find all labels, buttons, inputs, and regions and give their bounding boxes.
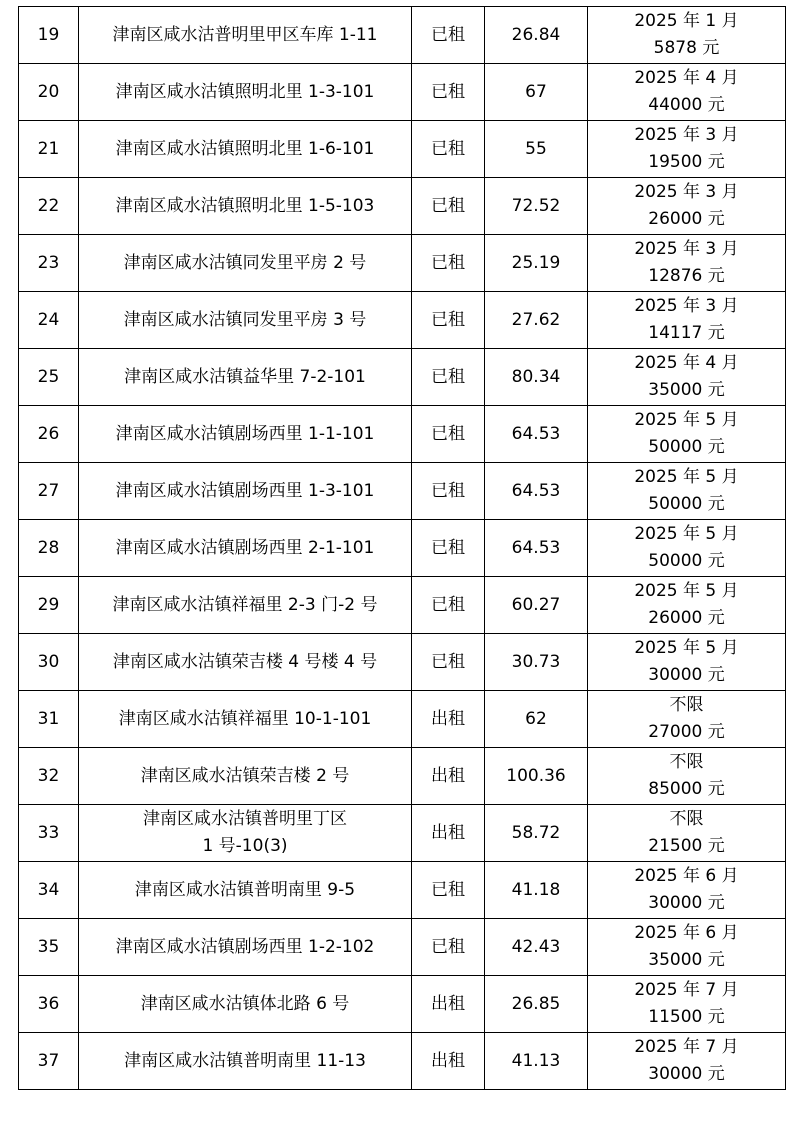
term-cell [588, 976, 786, 1033]
term-date: 2025 年 3 月 [634, 239, 739, 259]
address-cell [79, 64, 412, 121]
area-value: 58.72 [511, 822, 561, 843]
term-date: 2025 年 5 月 [634, 410, 739, 430]
term-cell [588, 349, 786, 406]
status-cell [412, 919, 485, 976]
row-number-cell [19, 64, 79, 121]
term-price: 21500 元 [648, 836, 725, 856]
term-date: 2025 年 3 月 [634, 182, 739, 202]
term-price: 11500 元 [648, 1007, 725, 1027]
rental-status: 出租 [431, 708, 465, 729]
address-cell [79, 1033, 412, 1090]
address-line: 津南区咸水沽镇同发里平房 3 号 [123, 309, 367, 330]
address-line: 津南区咸水沽镇剧场西里 2-1-101 [115, 537, 375, 558]
term-cell [588, 7, 786, 64]
rental-status: 已租 [431, 594, 465, 615]
address-line: 津南区咸水沽镇照明北里 1-3-101 [115, 81, 375, 102]
address-cell [79, 235, 412, 292]
area-cell [485, 178, 588, 235]
term-cell [588, 691, 786, 748]
row-number-cell [19, 349, 79, 406]
area-cell [485, 292, 588, 349]
table-row [19, 235, 786, 292]
term-cell [588, 862, 786, 919]
row-number-cell [19, 805, 79, 862]
address-cell [79, 349, 412, 406]
rental-status: 已租 [431, 366, 465, 387]
rental-status: 已租 [431, 81, 465, 102]
address-line: 津南区咸水沽镇普明里丁区 [143, 809, 347, 829]
status-cell [412, 520, 485, 577]
term-cell [588, 634, 786, 691]
term-price: 44000 元 [648, 95, 725, 115]
area-value: 55 [525, 138, 547, 159]
address-line: 津南区咸水沽镇体北路 6 号 [140, 993, 350, 1014]
rental-status: 已租 [431, 936, 465, 957]
rental-status: 出租 [431, 822, 465, 843]
status-cell [412, 976, 485, 1033]
row-number-cell [19, 976, 79, 1033]
row-number: 28 [37, 537, 60, 558]
area-value: 30.73 [511, 651, 561, 672]
row-number-cell [19, 577, 79, 634]
term-date: 不限 [669, 752, 704, 772]
row-number: 19 [37, 24, 60, 45]
address-line: 1 号-10(3) [202, 836, 288, 856]
area-cell [485, 235, 588, 292]
term-price: 14117 元 [648, 323, 725, 343]
term-date: 2025 年 5 月 [634, 581, 739, 601]
table-row [19, 748, 786, 805]
area-cell [485, 121, 588, 178]
row-number-cell [19, 292, 79, 349]
row-number: 32 [37, 765, 60, 786]
term-cell [588, 463, 786, 520]
address-cell [79, 691, 412, 748]
rental-status: 已租 [431, 138, 465, 159]
address-line: 津南区咸水沽镇益华里 7-2-101 [124, 366, 366, 387]
row-number: 20 [37, 81, 60, 102]
area-cell [485, 691, 588, 748]
area-value: 60.27 [511, 594, 561, 615]
area-value: 64.53 [511, 537, 561, 558]
row-number: 30 [37, 651, 60, 672]
term-date: 不限 [669, 695, 704, 715]
term-date: 不限 [669, 809, 704, 829]
property-table-body [19, 7, 786, 1090]
address-cell [79, 7, 412, 64]
term-cell [588, 121, 786, 178]
status-cell [412, 178, 485, 235]
area-value: 26.84 [511, 24, 561, 45]
table-row [19, 7, 786, 64]
term-price: 26000 元 [648, 608, 725, 628]
term-date: 2025 年 1 月 [634, 11, 739, 31]
table-row [19, 64, 786, 121]
term-cell [588, 919, 786, 976]
area-cell [485, 1033, 588, 1090]
property-table [18, 6, 786, 1090]
term-price: 50000 元 [648, 437, 725, 457]
status-cell [412, 1033, 485, 1090]
address-line: 津南区咸水沽镇照明北里 1-5-103 [115, 195, 375, 216]
table-row [19, 862, 786, 919]
row-number: 33 [37, 822, 60, 843]
term-date: 2025 年 5 月 [634, 467, 739, 487]
table-row [19, 919, 786, 976]
address-line: 津南区咸水沽镇照明北里 1-6-101 [115, 138, 375, 159]
area-value: 41.18 [511, 879, 561, 900]
address-line: 津南区咸水沽镇祥福里 2-3 门-2 号 [112, 594, 378, 615]
address-cell [79, 862, 412, 919]
row-number-cell [19, 7, 79, 64]
area-value: 41.13 [511, 1050, 561, 1071]
area-cell [485, 463, 588, 520]
area-cell [485, 862, 588, 919]
property-table-container [18, 6, 780, 1090]
term-cell [588, 292, 786, 349]
table-row [19, 805, 786, 862]
table-row [19, 349, 786, 406]
term-cell [588, 235, 786, 292]
address-cell [79, 577, 412, 634]
term-cell [588, 178, 786, 235]
status-cell [412, 577, 485, 634]
address-line: 津南区咸水沽镇剧场西里 1-3-101 [115, 480, 375, 501]
row-number-cell [19, 691, 79, 748]
term-date: 2025 年 7 月 [634, 1037, 739, 1057]
table-row [19, 1033, 786, 1090]
address-line: 津南区咸水沽镇普明南里 11-13 [124, 1050, 366, 1071]
rental-status: 已租 [431, 879, 465, 900]
address-cell [79, 178, 412, 235]
address-cell [79, 463, 412, 520]
term-cell [588, 520, 786, 577]
address-cell [79, 520, 412, 577]
term-date: 2025 年 6 月 [634, 866, 739, 886]
status-cell [412, 292, 485, 349]
term-date: 2025 年 3 月 [634, 125, 739, 145]
row-number-cell [19, 121, 79, 178]
area-value: 62 [525, 708, 547, 729]
term-price: 30000 元 [648, 665, 725, 685]
address-cell [79, 406, 412, 463]
address-cell [79, 121, 412, 178]
table-row [19, 178, 786, 235]
area-cell [485, 805, 588, 862]
term-date: 2025 年 7 月 [634, 980, 739, 1000]
status-cell [412, 7, 485, 64]
status-cell [412, 748, 485, 805]
row-number-cell [19, 634, 79, 691]
term-cell [588, 406, 786, 463]
area-cell [485, 64, 588, 121]
row-number-cell [19, 235, 79, 292]
term-price: 50000 元 [648, 551, 725, 571]
term-date: 2025 年 3 月 [634, 296, 739, 316]
term-price: 19500 元 [648, 152, 725, 172]
term-price: 50000 元 [648, 494, 725, 514]
row-number: 37 [37, 1050, 60, 1071]
row-number-cell [19, 463, 79, 520]
term-price: 12876 元 [648, 266, 725, 286]
row-number: 36 [37, 993, 60, 1014]
table-row [19, 463, 786, 520]
status-cell [412, 862, 485, 919]
term-cell [588, 748, 786, 805]
area-value: 72.52 [511, 195, 561, 216]
term-price: 5878 元 [653, 38, 720, 58]
area-cell [485, 634, 588, 691]
row-number: 21 [37, 138, 60, 159]
term-cell [588, 1033, 786, 1090]
rental-status: 已租 [431, 537, 465, 558]
rental-status: 出租 [431, 993, 465, 1014]
area-value: 42.43 [511, 936, 561, 957]
status-cell [412, 121, 485, 178]
term-price: 30000 元 [648, 893, 725, 913]
rental-status: 已租 [431, 651, 465, 672]
row-number-cell [19, 748, 79, 805]
term-price: 26000 元 [648, 209, 725, 229]
area-cell [485, 406, 588, 463]
address-line: 津南区咸水沽普明里甲区车库 1-11 [112, 24, 378, 45]
address-line: 津南区咸水沽镇同发里平房 2 号 [123, 252, 367, 273]
table-row [19, 292, 786, 349]
term-price: 85000 元 [648, 779, 725, 799]
term-date: 2025 年 5 月 [634, 524, 739, 544]
rental-status: 已租 [431, 252, 465, 273]
rental-status: 出租 [431, 765, 465, 786]
address-line: 津南区咸水沽镇剧场西里 1-2-102 [115, 936, 375, 957]
status-cell [412, 235, 485, 292]
address-line: 津南区咸水沽镇荣吉楼 4 号楼 4 号 [112, 651, 378, 672]
term-cell [588, 805, 786, 862]
row-number-cell [19, 1033, 79, 1090]
area-cell [485, 349, 588, 406]
row-number-cell [19, 520, 79, 577]
area-value: 100.36 [506, 765, 566, 786]
row-number-cell [19, 862, 79, 919]
area-value: 64.53 [511, 480, 561, 501]
term-cell [588, 64, 786, 121]
status-cell [412, 406, 485, 463]
row-number: 27 [37, 480, 60, 501]
row-number: 25 [37, 366, 60, 387]
rental-status: 已租 [431, 195, 465, 216]
table-row [19, 634, 786, 691]
address-cell [79, 976, 412, 1033]
row-number: 29 [37, 594, 60, 615]
area-cell [485, 7, 588, 64]
address-cell [79, 919, 412, 976]
table-row [19, 121, 786, 178]
row-number-cell [19, 919, 79, 976]
row-number-cell [19, 178, 79, 235]
area-value: 67 [525, 81, 547, 102]
area-cell [485, 919, 588, 976]
row-number: 24 [37, 309, 60, 330]
row-number: 23 [37, 252, 60, 273]
row-number: 26 [37, 423, 60, 444]
table-row [19, 406, 786, 463]
rental-status: 已租 [431, 309, 465, 330]
rental-status: 已租 [431, 423, 465, 444]
table-row [19, 577, 786, 634]
area-cell [485, 748, 588, 805]
area-value: 26.85 [511, 993, 561, 1014]
area-value: 25.19 [511, 252, 561, 273]
address-cell [79, 634, 412, 691]
area-value: 27.62 [511, 309, 561, 330]
area-cell [485, 577, 588, 634]
status-cell [412, 691, 485, 748]
table-row [19, 520, 786, 577]
term-price: 30000 元 [648, 1064, 725, 1084]
address-line: 津南区咸水沽镇剧场西里 1-1-101 [115, 423, 375, 444]
address-line: 津南区咸水沽镇祥福里 10-1-101 [118, 708, 372, 729]
rental-status: 已租 [431, 24, 465, 45]
address-cell [79, 748, 412, 805]
address-line: 津南区咸水沽镇荣吉楼 2 号 [140, 765, 350, 786]
area-cell [485, 520, 588, 577]
term-price: 35000 元 [648, 380, 725, 400]
term-date: 2025 年 4 月 [634, 68, 739, 88]
status-cell [412, 634, 485, 691]
rental-status: 已租 [431, 480, 465, 501]
term-date: 2025 年 5 月 [634, 638, 739, 658]
area-value: 80.34 [511, 366, 561, 387]
status-cell [412, 64, 485, 121]
term-date: 2025 年 4 月 [634, 353, 739, 373]
term-price: 27000 元 [648, 722, 725, 742]
rental-status: 出租 [431, 1050, 465, 1071]
row-number: 34 [37, 879, 60, 900]
status-cell [412, 463, 485, 520]
term-price: 35000 元 [648, 950, 725, 970]
row-number: 31 [37, 708, 60, 729]
row-number-cell [19, 406, 79, 463]
table-row [19, 691, 786, 748]
table-row [19, 976, 786, 1033]
area-cell [485, 976, 588, 1033]
term-cell [588, 577, 786, 634]
term-date: 2025 年 6 月 [634, 923, 739, 943]
status-cell [412, 349, 485, 406]
address-cell [79, 292, 412, 349]
row-number: 35 [37, 936, 60, 957]
row-number: 22 [37, 195, 60, 216]
address-cell [79, 805, 412, 862]
area-value: 64.53 [511, 423, 561, 444]
address-line: 津南区咸水沽镇普明南里 9-5 [134, 879, 356, 900]
status-cell [412, 805, 485, 862]
